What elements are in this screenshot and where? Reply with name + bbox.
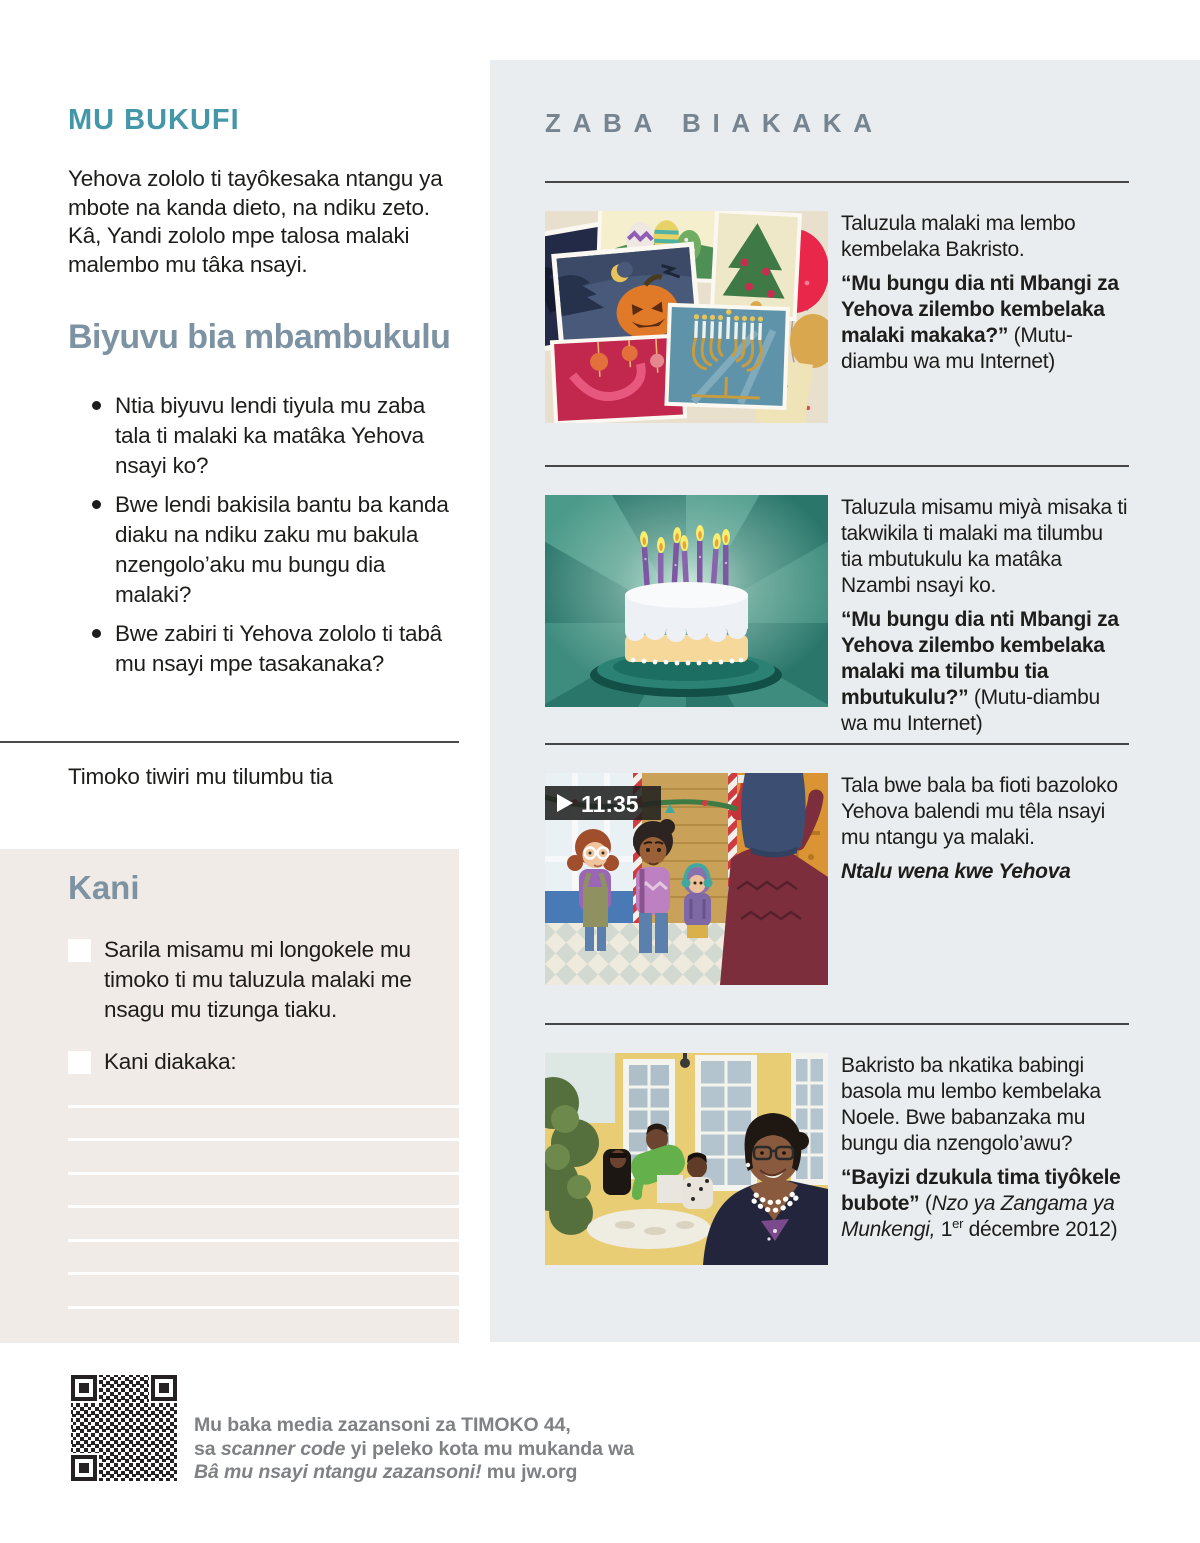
question-text: Bwe lendi bakisila bantu ba kanda diaku na ndiku zaku mu bakula nzengolo’aku mu bungu dia malaki?	[115, 492, 449, 607]
panel-item-text	[841, 495, 1129, 743]
item-body: Taluzula malaki ma lembo kembelaka Bakristo.	[841, 212, 1076, 261]
media-download-note	[194, 1414, 814, 1485]
source-date: 1	[935, 1218, 953, 1241]
quote-source: (Mutu-diambu wa mu Internet)	[841, 324, 1073, 373]
panel-item-text	[841, 773, 1129, 1023]
holiday-cards-collage-illustration	[545, 211, 828, 423]
quote-bold: “Mu bungu dia nti Mbangi za Yehova zilembo kembelaka malaki ma tilumbu tia mbutukulu?”	[841, 608, 1119, 709]
family-meal-illustration	[545, 1053, 828, 1265]
family-meal-photo	[545, 1053, 828, 1265]
source-date-superscript: er	[952, 1216, 964, 1231]
item-quote	[841, 1165, 1129, 1243]
list-item	[90, 391, 464, 481]
kani-title: Kani	[68, 869, 140, 906]
timoko-note: Timoko tiwiri mu tilumbu tia	[68, 764, 333, 789]
panel-item-text	[841, 1053, 1129, 1342]
video-title: Ntalu wena kwe Yehova	[841, 860, 1071, 883]
panel-item	[545, 465, 1129, 743]
footer-text-run: sa	[194, 1437, 221, 1460]
kani-item	[68, 935, 444, 1025]
checkbox[interactable]	[68, 939, 91, 962]
source-paren: (	[919, 1192, 932, 1215]
writing-line	[68, 1172, 459, 1175]
kani-item	[68, 1047, 444, 1077]
writing-line	[68, 1205, 459, 1208]
checkbox[interactable]	[68, 1051, 91, 1074]
question-text: Ntia biyuvu lendi tiyula mu zaba tala ti malaki ka matâka Yehova nsayi ko?	[115, 393, 426, 478]
list-item	[90, 490, 464, 610]
quote-bold: “Mu bungu dia nti Mbangi za Yehova zilembo kembelaka malaki makaka?”	[841, 272, 1119, 347]
source-date-rest: décembre 2012)	[963, 1218, 1118, 1241]
footer-line-1: Mu baka media zazansoni za TIMOKO 44,	[194, 1414, 571, 1436]
review-questions-list	[90, 391, 464, 688]
birthday-cake-image	[545, 495, 828, 707]
item-quote	[841, 607, 1129, 737]
section-title-mu-bukufi: MU BUKUFI	[68, 104, 240, 136]
footer-italic-run: scanner code	[220, 1437, 346, 1460]
video-thumbnail[interactable]	[545, 773, 828, 985]
divider	[0, 741, 459, 743]
footer-line-3	[194, 1461, 814, 1485]
kani-goals-box	[0, 849, 459, 1343]
source-italic: Nzo ya Zangama ya Munkengi,	[841, 1192, 1115, 1241]
writing-line	[68, 1272, 459, 1275]
footer-jworg-run: mu jw.org	[481, 1461, 578, 1483]
list-item	[90, 619, 464, 679]
woman-long-hair	[603, 1149, 631, 1195]
kani-item-text: Kani diakaka:	[104, 1049, 237, 1074]
writing-line	[68, 1306, 459, 1309]
footer-text-run: yi peleko kota mu mukanda wa	[345, 1437, 634, 1460]
kani-item-text: Sarila misamu mi longokele mu timoko ti mu taluzula malaki me nsagu mu tizunga tiaku.	[104, 937, 412, 1022]
section-title-biyuvu: Biyuvu bia mbambukulu	[68, 318, 451, 356]
item-body: Tala bwe bala ba fioti bazoloko Yehova balendi mu têla nsayi mu ntangu ya malaki.	[841, 774, 1118, 849]
writing-line	[68, 1105, 459, 1108]
footer-line-2	[194, 1438, 814, 1462]
panel-item-text	[841, 211, 1129, 465]
holiday-cards-collage-image	[545, 211, 828, 423]
item-body: Taluzula misamu miyà misaka ti takwikila ti malaki ma tilumbu tia mbutukulu ka matâka Nzambi nsayi ko.	[841, 496, 1128, 597]
panel-title: ZABA BIAKAKA	[545, 108, 884, 138]
panel-item	[545, 181, 1129, 465]
item-quote	[841, 271, 1129, 375]
question-text: Bwe zabiri ti Yehova zololo ti tabâ mu nsayi mpe tasakanaka?	[115, 621, 442, 676]
panel-item	[545, 1023, 1129, 1342]
footer-italic-run: Bâ mu nsayi ntangu zazansoni!	[194, 1461, 482, 1483]
writing-line	[68, 1239, 459, 1242]
video-duration: 11:35	[581, 791, 639, 817]
children-at-school-illustration	[545, 773, 828, 985]
zaba-biakaka-panel	[490, 60, 1200, 1342]
qr-code	[69, 1373, 179, 1483]
birthday-cake-illustration	[545, 495, 828, 707]
quote-bold: “Bayizi dzukula tima tiyôkele bubote”	[841, 1166, 1121, 1215]
item-body: Bakristo ba nkatika babingi basola mu lembo kembelaka Noele. Bwe babanzaka mu bungu dia nzengolo’awu?	[841, 1054, 1101, 1155]
intro-paragraph: Yehova zololo ti tayôkesaka ntangu ya mbote na kanda dieto, na ndiku zeto. Kâ, Yandi zololo mpe talosa malaki malembo mu tâka nsayi.	[68, 166, 443, 277]
quote-source: (Mutu-diambu wa mu Internet)	[841, 686, 1100, 735]
writing-line	[68, 1138, 459, 1141]
panel-item	[545, 743, 1129, 1023]
